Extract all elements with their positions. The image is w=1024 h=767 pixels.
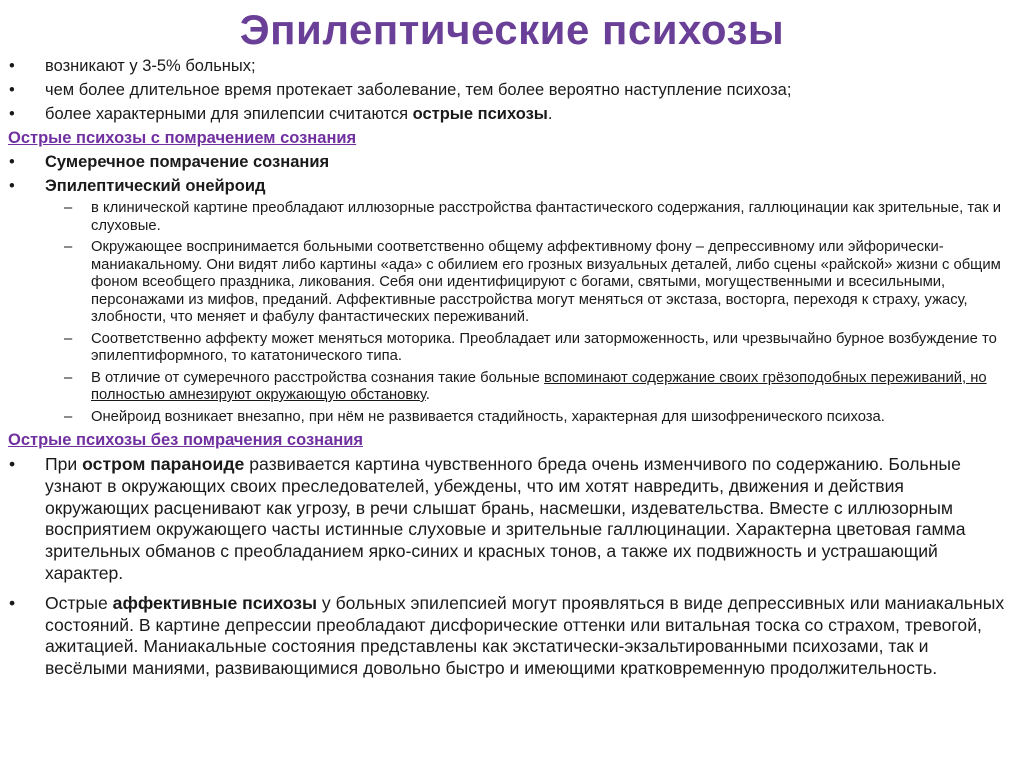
- bullet-frequency: • возникают у 3-5% больных;: [8, 56, 1010, 76]
- bullet-acute-psychoses: [8, 104, 1010, 124]
- bullet-bold-term: Эпилептический онейроид: [45, 177, 266, 195]
- sub-bullet-memory: [8, 370, 1010, 405]
- bullet-text: более характерными для эпилепсии считаются: [45, 105, 413, 123]
- bullet-bold-term: острые психозы: [412, 105, 548, 123]
- sub-bullet-text: В отличие от сумеречного расстройства сознания такие больные: [91, 369, 544, 386]
- bullet-duration: • чем более длительное время протекает заболевание, тем более вероятно наступление психоза;: [8, 80, 1010, 100]
- paragraph-text: При: [45, 454, 83, 474]
- page-title: Эпилептические психозы: [239, 6, 785, 53]
- bullet-acute-paranoid: [8, 454, 1010, 585]
- bullet-bold-term: остром параноиде: [82, 454, 245, 474]
- sub-bullet-onset: – Онейроид возникает внезапно, при нём не развивается стадийность, характерная для шизофренического психоза.: [8, 409, 1010, 427]
- sub-bullet-motorics: – Соответственно аффекту может меняться моторика. Преобладает или заторможенность, или чрезвычайно бурное возбуждение то эпилептиформного, то кататонического типа.: [8, 331, 1010, 366]
- bullet-text: .: [547, 105, 553, 123]
- slide-content: [8, 56, 1010, 688]
- section-heading-with-clouding: Острые психозы с помрачением сознания: [8, 129, 357, 147]
- sub-bullet-affective-background: – Окружающее воспринимается больными соответственно общему аффективному фону – депрессивному или эйфорически-маниакальному. Они видят либо картины «ада» с обилием его грозных визуальных деталей, либо сцены «райской» жизни с общим фоном всеобщего праздника, ликования. Себя они идентифицируют с богами, святыми, могущественными и всесильными, персонажами из мифов, преданий. Аффективные расстройства могут меняться от экстаза, восторга, переходя к страху, ужасу, злобности, что меняет и фабулу фантастических переживаний.: [8, 239, 1010, 327]
- bullet-oneiroid: [8, 176, 1010, 196]
- paragraph-text: развивается картина чувственного бреда очень изменчивого по содержанию. Больные узнают в окружающих своих преследователей, убеждены, что им хотят навредить, движения и действия окружающих расценивают как угрозу, в речи слышат брань, насмешки, издевательства. Вместе с иллюзорным восприятием окружающего часты истинные слуховые и зрительные галлюцинации. Характерна цветовая гамма зрительных обманов с преобладанием ярко-синих и красных тонов, а также их подвижность и устрашающий характер.: [45, 454, 966, 583]
- section-heading-without-clouding: Острые психозы без помрачения сознания: [8, 431, 364, 449]
- paragraph-text: у больных эпилепсией могут проявляться в виде депрессивных или маниакальных состояний. В картине депрессии преобладают дисфорические оттенки или витальная тоска со страхом, тревогой, ажитацией. Маниакальные состояния представлены как экстатически-экзальтированными психозами, так и весёлыми маниями, развивающимися довольно быстро и имеющими кратковременную продолжительность.: [45, 592, 1005, 679]
- sub-bullet-text: .: [425, 387, 430, 403]
- bullet-bold-term: аффективные психозы: [112, 592, 318, 613]
- sub-bullet-illusions: – в клинической картине преобладают иллюзорные расстройства фантастического содержания, галлюцинации как зрительные, так и слуховые.: [8, 200, 1010, 235]
- underlined-phrase: вспоминают содержание своих грёзоподобных переживаний, но полностью амнезируют окружающую обстановку: [91, 369, 987, 403]
- bullet-affective-psychoses: [8, 593, 1010, 680]
- paragraph-text: Острые: [45, 592, 113, 613]
- bullet-twilight: [8, 152, 1010, 172]
- bullet-bold-term: Сумеречное помрачение сознания: [45, 153, 330, 171]
